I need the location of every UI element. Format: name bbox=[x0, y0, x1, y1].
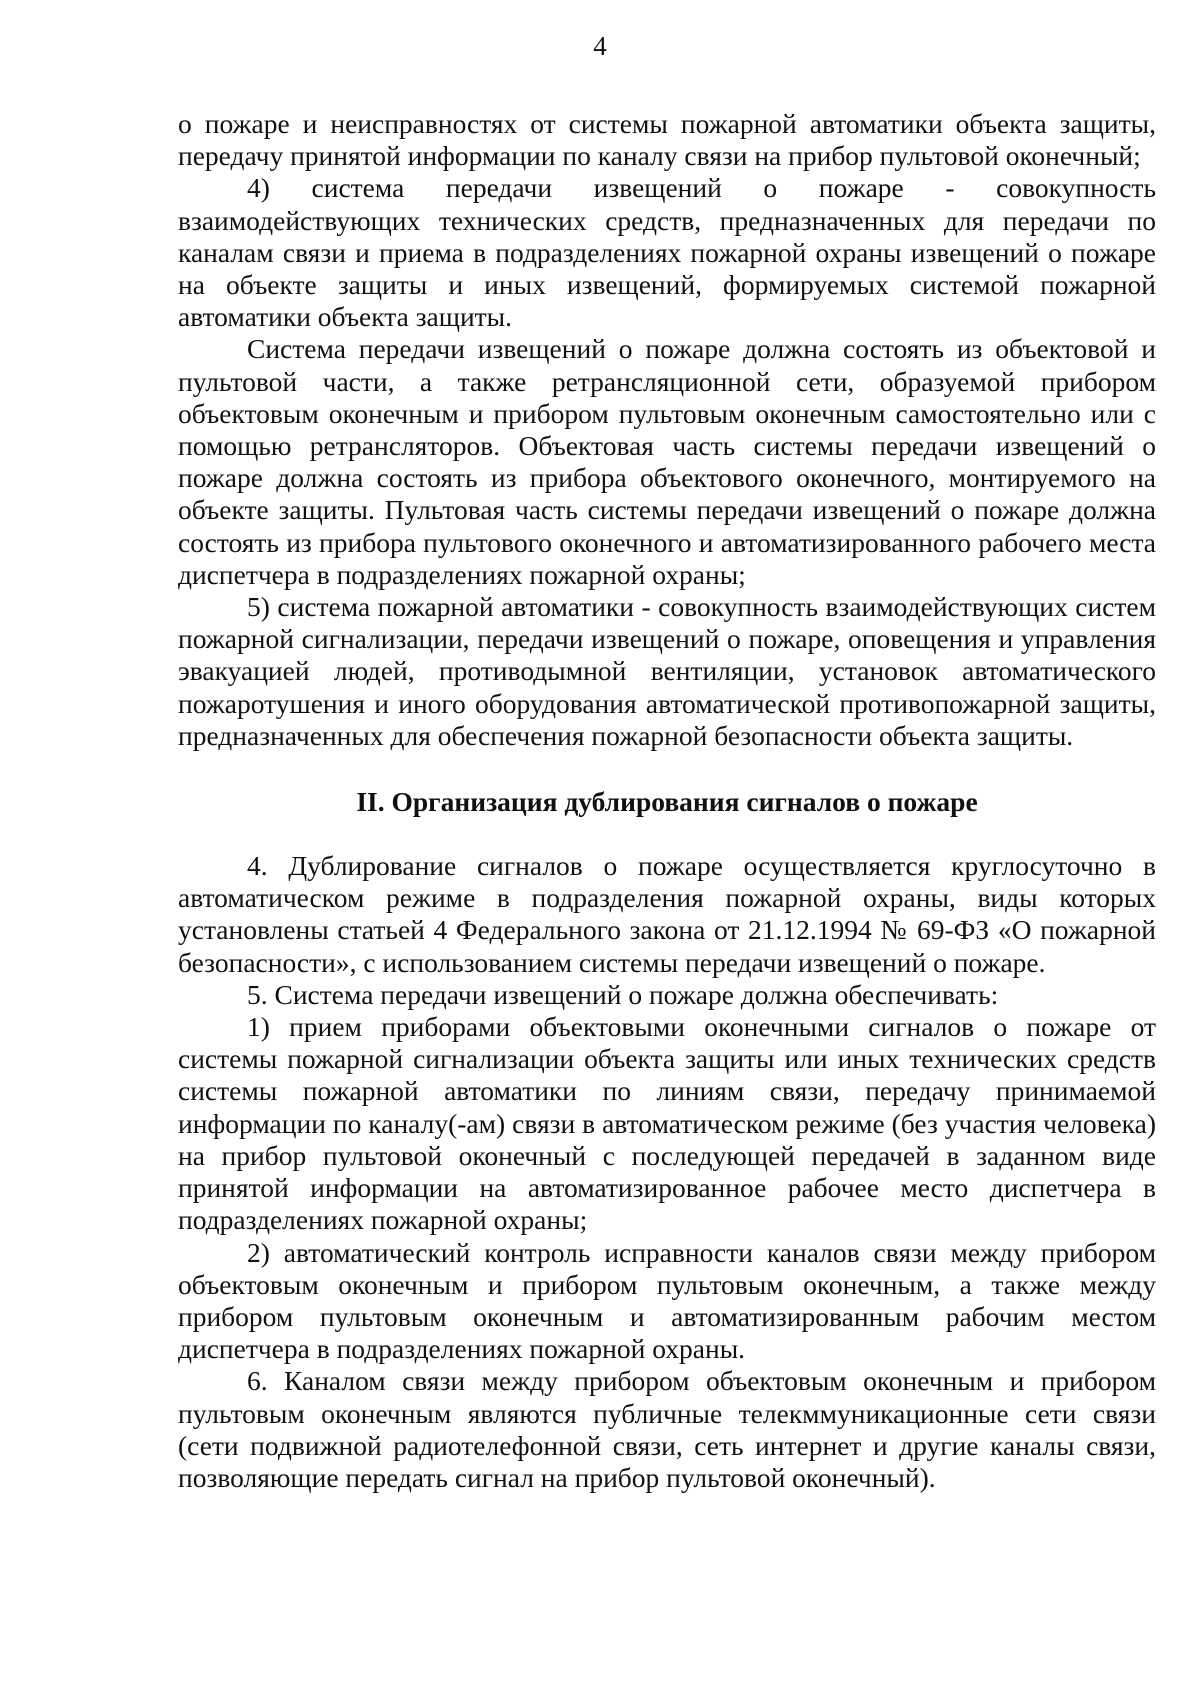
paragraph-item-5-definition: 5) система пожарной автоматики - совокупность взаимодействующих систем пожарной сигнализации, передачи извещений о пожаре, оповещения и управления эвакуацией людей, противодымной вентиляции, установок автоматического пожаротушения и иного оборудования автоматической противопожарной защиты, предназначенных для обеспечения пожарной безопасности объекта защиты. bbox=[178, 591, 1156, 751]
paragraph-clause-5-item-1: 1) прием приборами объектовыми оконечными сигналов о пожаре от системы пожарной сигнализации объекта защиты или иных технических средств системы пожарной автоматики по линиям связи, передачу принимаемой информации по каналу(-ам) связи в автоматическом режиме (без участия человека) на прибор пультовой оконечный с последующей передачей в заданном виде принятой информации на автоматизированное рабочее место диспетчера в подразделениях пожарной охраны; bbox=[178, 1011, 1156, 1236]
page-number: 4 bbox=[593, 31, 607, 61]
paragraph-clause-5: 5. Система передачи извещений о пожаре должна обеспечивать: bbox=[247, 978, 999, 1010]
paragraph-item-4-definition: 4) система передачи извещений о пожаре - совокупность взаимодействующих технических средств, предназначенных для передачи по каналам связи и приема в подразделениях пожарной охраны извещений о пожаре на объекте защиты и иных извещений, формируемых системой пожарной автоматики объекта защиты. bbox=[178, 172, 1156, 333]
section-heading: II. Организация дублирования сигналов о пожаре bbox=[356, 786, 978, 818]
paragraph-clause-4: 4. Дублирование сигналов о пожаре осуществляется круглосуточно в автоматическом режиме в подразделения пожарной охраны, виды которых установлены статьей 4 Федерального закона от 21.12.1994 № 69-ФЗ «О пожарной безопасности», с использованием системы передачи извещений о пожаре. bbox=[178, 850, 1156, 978]
document-body bbox=[178, 108, 1156, 1494]
paragraph-system-composition: Система передачи извещений о пожаре должна состоять из объектовой и пультовой части, а также ретрансляционной сети, образуемой прибором объектовым оконечным и прибором пультовым оконечным самостоятельно или с помощью ретрансляторов. Объектовая часть системы передачи извещений о пожаре должна состоять из прибора объектового оконечного, монтируемого на объекте защиты. Пультовая часть системы передачи извещений о пожаре должна состоять из прибора пультового оконечного и автоматизированного рабочего места диспетчера в подразделениях пожарной охраны; bbox=[178, 333, 1156, 590]
paragraph-clause-5-item-2: 2) автоматический контроль исправности каналов связи между прибором объектовым оконечным и прибором пультовым оконечным, а также между прибором пультовым оконечным и автоматизированным рабочим местом диспетчера в подразделениях пожарной охраны. bbox=[178, 1236, 1156, 1365]
paragraph-continuation: о пожаре и неисправностях от системы пожарной автоматики объекта защиты, передачу принятой информации по каналу связи на прибор пультовой оконечный; bbox=[178, 108, 1156, 172]
paragraph-clause-6: 6. Каналом связи между прибором объектовым оконечным и прибором пультовым оконечным являются публичные телекммуникационные сети связи (сети подвижной радиотелефонной связи, сеть интернет и другие каналы связи, позволяющие передать сигнал на прибор пультовой оконечный). bbox=[178, 1365, 1156, 1493]
